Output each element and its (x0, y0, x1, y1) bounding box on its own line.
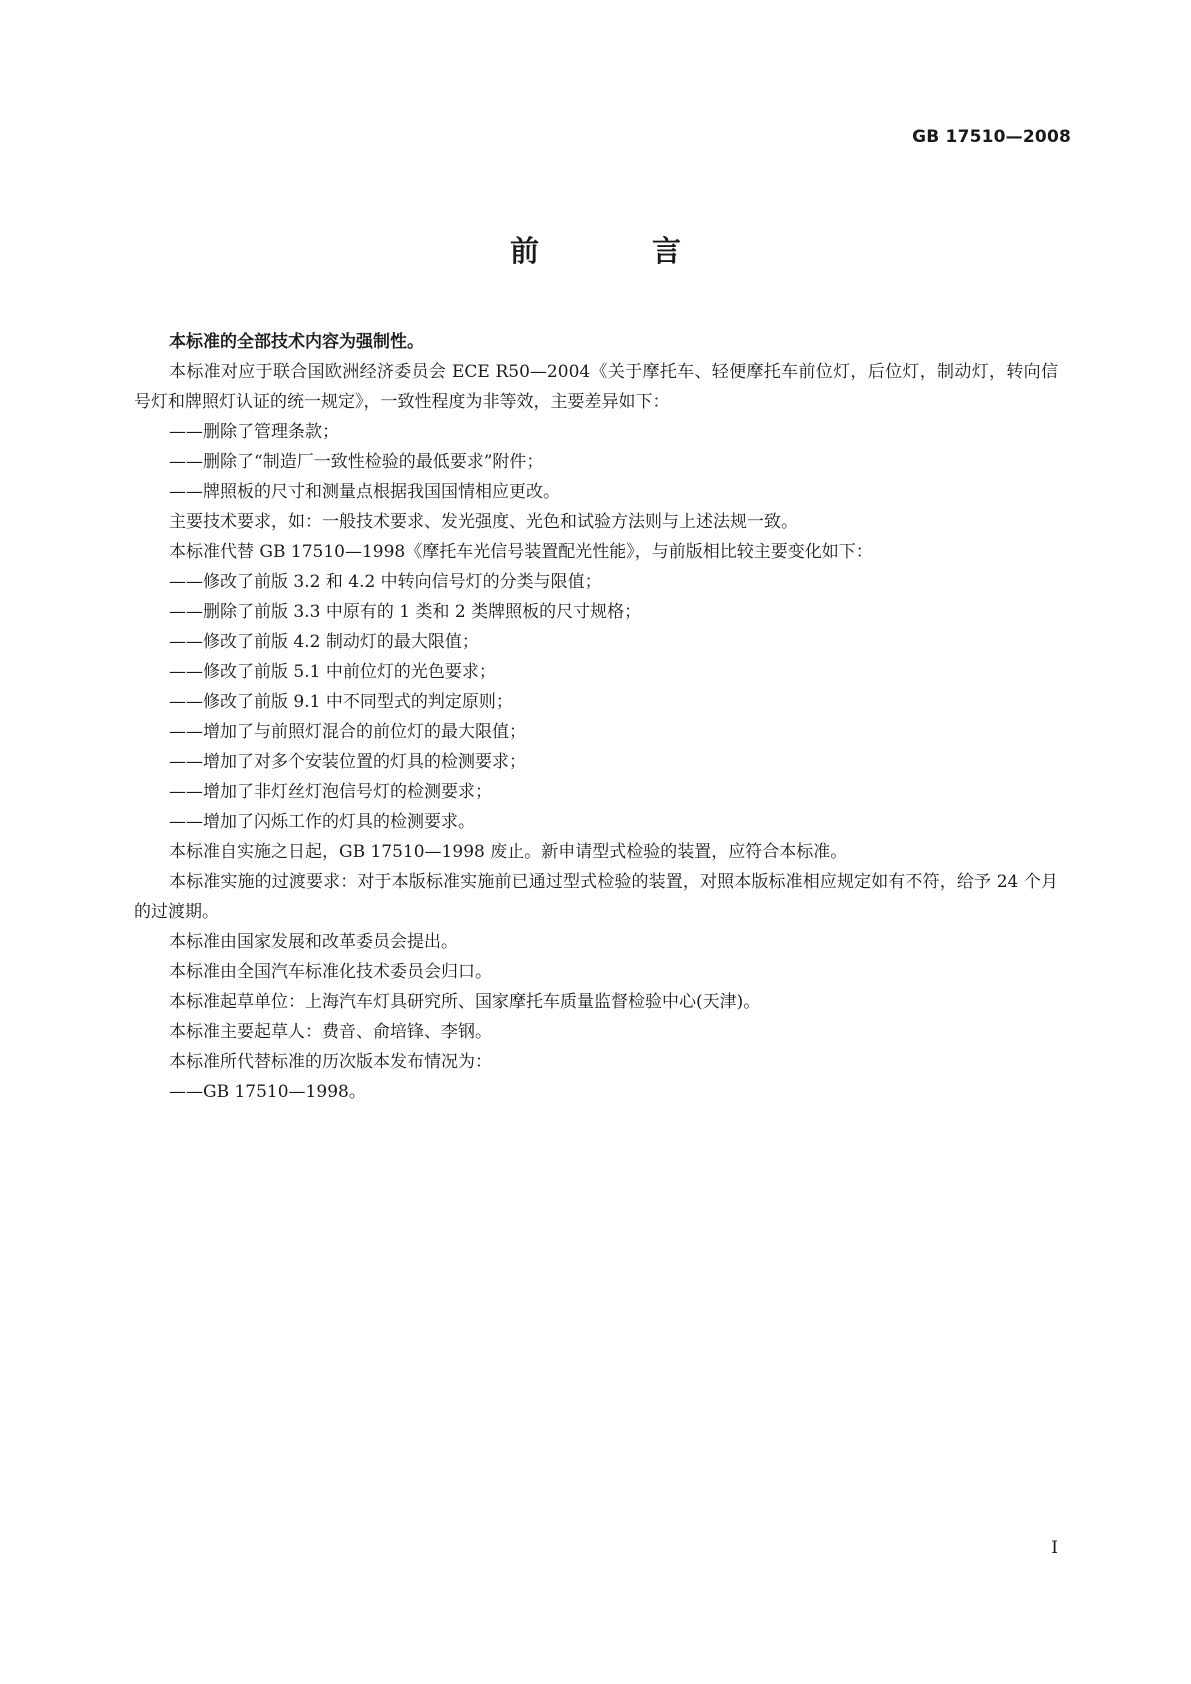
list-item: ——牌照板的尺寸和测量点根据我国国情相应更改。 (169, 482, 560, 502)
paragraph-main-requirements: 主要技术要求，如：一般技术要求、发光强度、光色和试验方法则与上述法规一致。 (169, 512, 798, 532)
paragraph-drafters: 本标准主要起草人：费音、俞培锋、李钢。 (169, 1022, 492, 1042)
list-item: ——修改了前版 3.2 和 4.2 中转向信号灯的分类与限值； (169, 572, 602, 592)
list-item: ——修改了前版 5.1 中前位灯的光色要求； (169, 662, 496, 682)
paragraph-centralized-by: 本标准由全国汽车标准化技术委员会归口。 (169, 962, 492, 982)
mandatory-statement: 本标准的全部技术内容为强制性。 (169, 332, 424, 352)
list-item: ——删除了管理条款； (169, 422, 339, 442)
page-title: 前 言 (509, 234, 723, 268)
paragraph-correspondence: 本标准对应于联合国欧洲经济委员会 ECE R50—2004《关于摩托车、轻便摩托车前位灯，后位灯，制动灯，转向信号灯和牌照灯认证的统一规定》，一致性程度为非等效，主要差异如下： (134, 362, 1058, 412)
paragraph-effective: 本标准自实施之日起，GB 17510—1998 废止。新申请型式检验的装置，应符合本标准。 (169, 842, 848, 862)
list-item: ——修改了前版 4.2 制动灯的最大限值； (169, 632, 479, 652)
list-item: ——删除了“制造厂一致性检验的最低要求”附件； (169, 452, 544, 472)
list-item: ——删除了前版 3.3 中原有的 1 类和 2 类牌照板的尺寸规格； (169, 602, 642, 622)
list-item: ——增加了闪烁工作的灯具的检测要求。 (169, 812, 475, 832)
page-number: I (1051, 1538, 1058, 1558)
list-item: ——修改了前版 9.1 中不同型式的判定原则； (169, 692, 513, 712)
list-item: ——GB 17510—1998。 (169, 1082, 366, 1102)
list-item: ——增加了对多个安装位置的灯具的检测要求； (169, 752, 526, 772)
paragraph-previous-versions: 本标准所代替标准的历次版本发布情况为： (169, 1052, 492, 1072)
list-item: ——增加了与前照灯混合的前位灯的最大限值； (169, 722, 526, 742)
paragraph-drafting-units: 本标准起草单位：上海汽车灯具研究所、国家摩托车质量监督检验中心(天津)。 (169, 992, 761, 1012)
list-item: ——增加了非灯丝灯泡信号灯的检测要求； (169, 782, 492, 802)
paragraph-transition: 本标准实施的过渡要求：对于本版标准实施前已通过型式检验的装置，对照本版标准相应规定如有不符，给予 24 个月的过渡期。 (134, 872, 1058, 922)
standard-number: GB 17510—2008 (912, 127, 1071, 147)
paragraph-replacement: 本标准代替 GB 17510—1998《摩托车光信号装置配光性能》，与前版相比较主要变化如下： (169, 542, 873, 562)
paragraph-proposed-by: 本标准由国家发展和改革委员会提出。 (169, 932, 458, 952)
foreword-body (134, 327, 1058, 1107)
